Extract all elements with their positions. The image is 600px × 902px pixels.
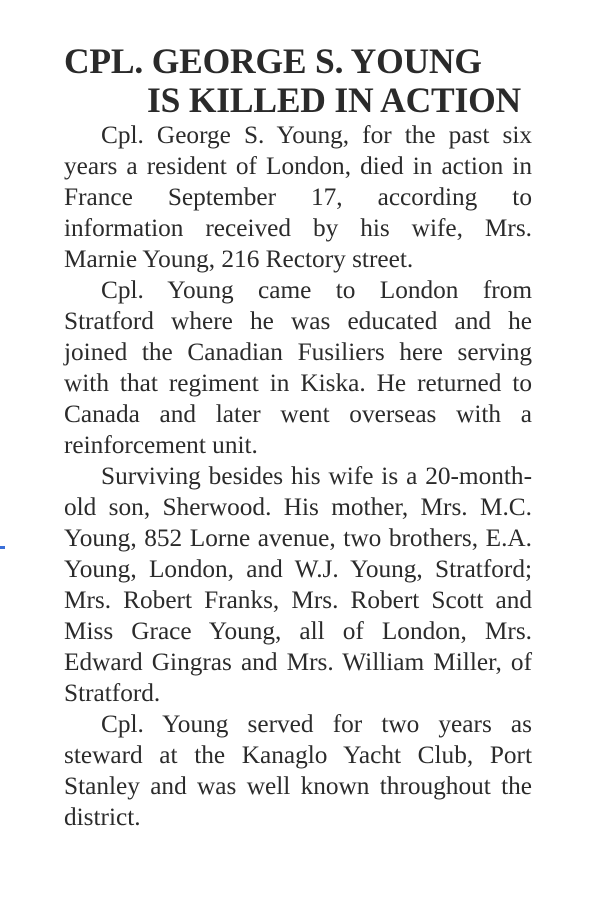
headline-line-1: CPL. GEORGE S. YOUNG xyxy=(64,41,482,81)
paragraph-death-notice: Cpl. George S. Young, for the past six years a resident of London, died in action in France September 17, according to information received by his wife, Mrs. Marnie Young, 216 Rectory street. xyxy=(64,121,532,273)
article-body xyxy=(64,120,532,833)
paragraph-yacht-club: Cpl. Young served for two years as steward at the Kanaglo Yacht Club, Port Stanley and was well known throughout the district. xyxy=(64,710,532,831)
paragraph-survivors: Surviving besides his wife is a 20-month-old son, Sherwood. His mother, Mrs. M.C. Young, 852 Lorne avenue, two brothers, E.A. Young, London, and W.J. Young, Stratford; Mrs. Robert Franks, Mrs. Robert Scott and Miss Grace Young, all of London, Mrs. Edward Gingras and Mrs. William Miller, of Stratford. xyxy=(64,462,532,707)
paragraph-military-service: Cpl. Young came to London from Stratford where he was educated and he joined the Canadian Fusiliers here serving with that regiment in Kiska. He returned to Canada and later went overseas with a reinforcement unit. xyxy=(64,276,532,459)
headline xyxy=(64,42,532,120)
newspaper-clipping xyxy=(64,42,532,833)
headline-line-2: IS KILLED IN ACTION xyxy=(147,80,521,120)
margin-scan-mark xyxy=(0,546,5,549)
